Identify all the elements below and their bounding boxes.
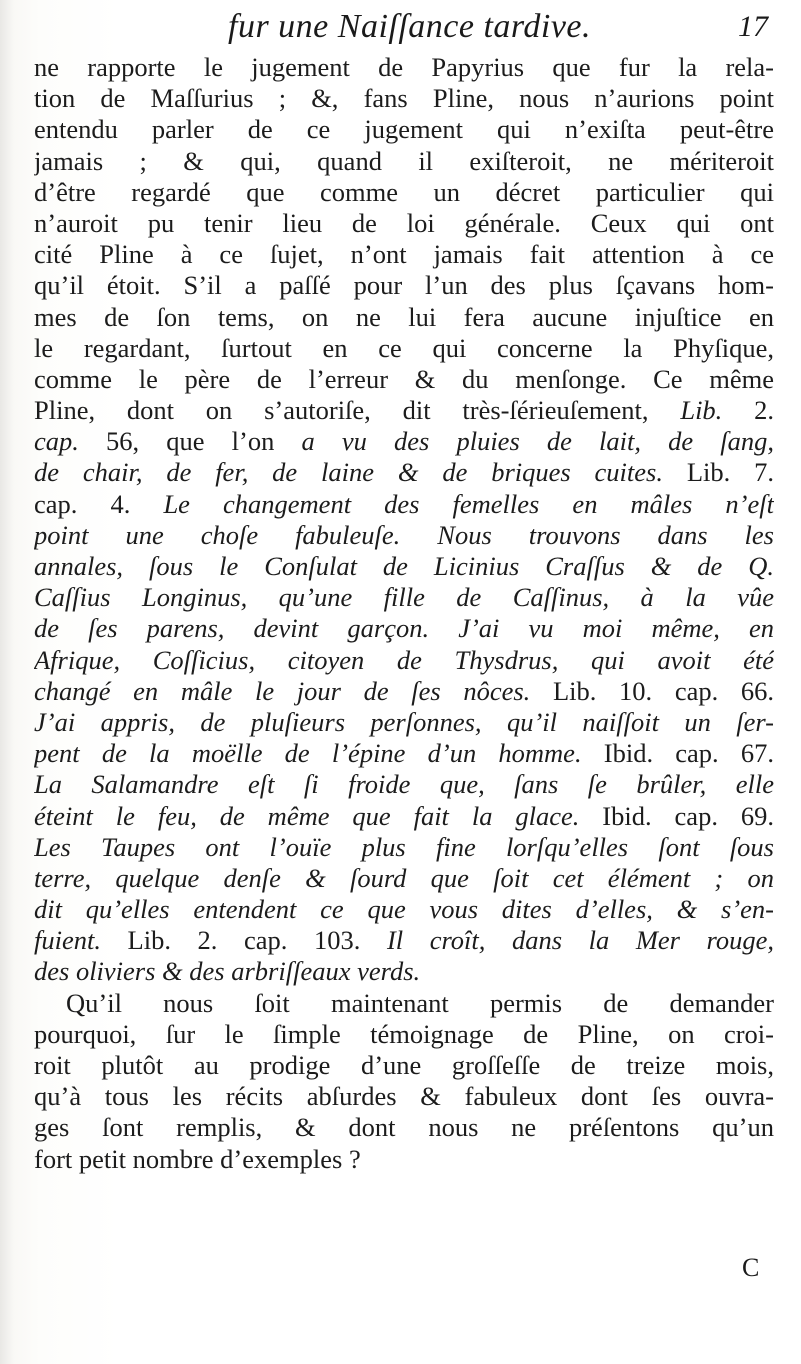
running-title: fur une Naiſſance tardive. [228,8,592,45]
italic-text-segment: annales, ſous le Conſulat de Licinius Craſſus & de Q. [34,551,774,581]
body-text [34,52,774,1175]
italic-text-segment: éteint le feu, de même que fait la glace. [34,800,580,831]
text-line [34,1081,774,1112]
text-line [34,769,774,800]
text-segment: Ibid. cap. 69. [579,800,774,831]
text-line [34,83,774,114]
text-line [34,426,774,457]
text-segment: Ibid. cap. 67. [581,738,774,769]
text-segment: Lib. 7. [662,457,774,488]
text-segment: fort petit nombre d’exemples ? [34,1143,361,1174]
text-segment: cité Pline à ce ſujet, n’ont jamais fait attention à ce [34,239,774,270]
text-line [34,707,774,738]
text-line [34,457,774,488]
text-line [34,925,774,956]
text-segment: ne rapporte le jugement de Papyrius que fur la rela- [34,52,774,82]
text-line [34,676,774,707]
text-segment: Lib. 10. cap. 66. [530,675,774,706]
text-line [34,239,774,270]
italic-text-segment: cap. [34,426,79,457]
italic-text-segment: a vu des pluies de lait, de ſang, [301,426,774,457]
text-line [34,395,774,426]
italic-text-segment: La Salamandre eſt ſi froide que, ſans ſe brûler, elle [34,769,774,800]
text-line [34,114,774,145]
text-line [34,333,774,364]
text-line [34,364,774,395]
italic-text-segment: Afrique, Coſſicius, citoyen de Thysdrus, qui avoit été [34,644,774,675]
text-line [34,146,774,177]
text-line [34,832,774,863]
text-line [34,738,774,769]
text-line [34,208,774,239]
text-line [34,551,774,582]
text-segment: tion de Maſſurius ; &, fans Pline, nous n’aurions point [34,83,774,114]
text-segment: le regardant, ſurtout en ce qui concerne la Phyſique, [34,332,774,363]
italic-text-segment: Il croît, dans la Mer rouge, [386,925,774,956]
italic-text-segment: point une choſe fabuleuſe. Nous trouvons dans les [34,519,774,550]
text-segment: entendu parler de ce jugement qui n’exiſta peut-être [34,114,774,145]
italic-text-segment: Caſſius Longinus, qu’une fille de Caſſinus, à la vûe [34,582,774,613]
text-line [34,956,774,987]
text-line [34,489,774,520]
italic-text-segment: pent de la moëlle de l’épine d’un homme. [34,738,582,769]
italic-text-segment: des oliviers & des arbriſſeaux verds. [34,956,421,987]
text-line [34,520,774,551]
italic-text-segment: de chair, de fer, de laine & de briques cuites. [34,457,663,488]
text-segment: cap. 4. [34,488,164,519]
italic-text-segment: Lib. [680,395,723,426]
text-line [34,1144,774,1175]
text-segment: 2. [722,395,774,426]
text-line [34,302,774,333]
gutter-shadow [0,0,14,1364]
text-segment: Qu’il nous ſoit maintenant permis de demander [66,987,774,1018]
text-line [34,177,774,208]
text-segment: d’être regardé que comme un décret particulier qui [34,176,774,207]
signature-mark: C [742,1253,760,1282]
italic-text-segment: changé en mâle le jour de ſes nôces. [34,675,531,706]
text-segment: n’auroit pu tenir lieu de loi générale. Ceux qui ont [34,207,774,238]
italic-text-segment: J’ai appris, de pluſieurs perſonnes, qu’il naiſſoit un ſer- [34,706,774,737]
italic-text-segment: Le changement des femelles en mâles n’eſt [163,488,774,519]
page-header [0,6,801,50]
text-segment: comme le père de l’erreur & du menſonge. Ce même [34,363,774,394]
text-line [34,52,774,83]
text-line [34,582,774,613]
text-segment: pourquoi, ſur le ſimple témoignage de Pline, on croi- [34,1018,774,1049]
text-segment: Pline, dont on s’autoriſe, dit très-ſérieuſement, [34,395,681,426]
text-line [34,613,774,644]
text-segment: jamais ; & qui, quand il exiſteroit, ne mériteroit [34,145,774,176]
text-segment: mes de ſon tems, on ne lui fera aucune injuſtice en [34,301,774,332]
text-line [34,988,774,1019]
text-line [34,1112,774,1143]
text-segment: roit plutôt au prodige d’une groſſeſſe de treize mois, [34,1050,774,1080]
italic-text-segment: fuient. [34,925,101,956]
text-line [34,270,774,301]
page-number: 17 [738,10,768,43]
italic-text-segment: Les Taupes ont l’ouïe plus fine lorſqu’elles ſont ſous [34,831,774,862]
text-segment: qu’à tous les récits abſurdes & fabuleux dont ſes ouvra- [34,1081,774,1112]
text-segment: 56, que l’on [78,426,302,457]
italic-text-segment: dit qu’elles entendent ce que vous dites d’elles, & s’en- [34,894,774,925]
text-line [34,1019,774,1050]
text-line [34,863,774,894]
text-line [34,894,774,925]
text-segment: Lib. 2. cap. 103. [100,925,387,956]
text-line [34,1050,774,1081]
italic-text-segment: de ſes parens, devint garçon. J’ai vu moi même, en [34,613,774,644]
text-segment: ges ſont remplis, & dont nous ne préſentons qu’un [34,1112,774,1143]
italic-text-segment: terre, quelque denſe & ſourd que ſoit cet élément ; on [34,862,774,893]
text-line [34,645,774,676]
text-line [34,801,774,832]
text-segment: qu’il étoit. S’il a paſſé pour l’un des plus ſçavans hom- [34,270,774,301]
